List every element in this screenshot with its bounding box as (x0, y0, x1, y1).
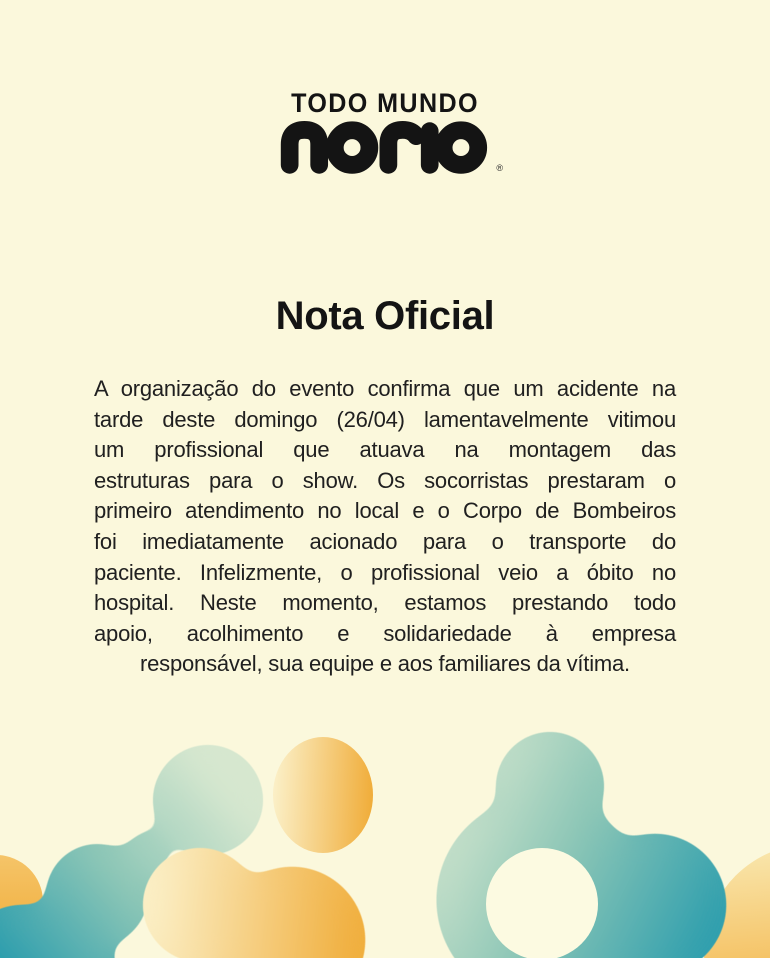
letter-o2 (444, 130, 479, 165)
statement-line: primeiro atendimento no local e o Corpo de Bombeiros (94, 498, 676, 524)
molecule-hole (486, 848, 598, 958)
letter-r (388, 130, 416, 165)
statement-line: hospital. Neste momento, estamos prestando todo (94, 590, 676, 616)
statement-line: A organização do evento confirma que um acidente na (94, 376, 676, 401)
statement-line: paciente. Infelizmente, o profissional veio a óbito no (94, 559, 676, 585)
page-title: Nota Oficial (275, 294, 495, 338)
statement-line: um profissional que atuava na montagem das (94, 437, 676, 463)
statement-line: estruturas para o show. Os socorristas prestaram o (94, 467, 676, 493)
statement-line: responsável, sua equipe e aos familiares da vítima. (140, 651, 630, 677)
brand-logo (0, 88, 770, 180)
statement (94, 374, 676, 680)
norio-wordmark (279, 121, 491, 175)
letter-o1 (335, 130, 370, 165)
letter-n (290, 130, 320, 165)
orange-blob-center (144, 849, 364, 958)
registered-mark: ® (496, 163, 503, 173)
logo-topline: TODO MUNDO (291, 88, 479, 118)
logo-wordmark-wrap (279, 121, 503, 175)
statement-line: foi imediatamente acionado para o transporte do (94, 528, 676, 554)
orange-blob-upper (273, 737, 373, 853)
statement-line: tarde deste domingo (26/04) lamentavelmente vitimou (94, 406, 676, 432)
statement-line: apoio, acolhimento e solidariedade à empresa (94, 620, 676, 646)
